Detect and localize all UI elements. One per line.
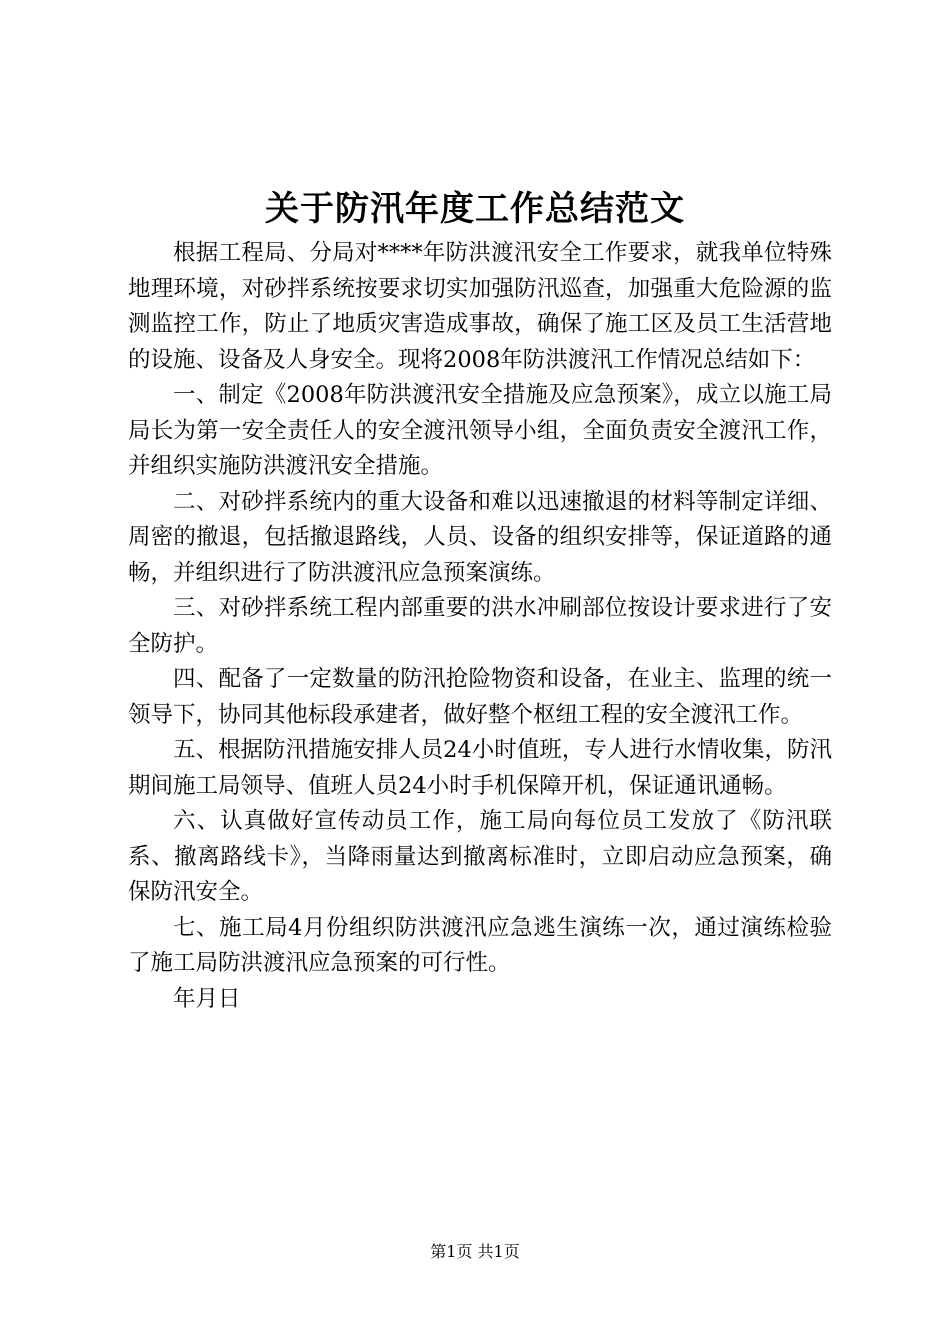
paragraph-intro: 根据工程局、分局对****年防洪渡汛安全工作要求，就我单位特殊地理环境，对砂拌系统按要求切实加强防汛巡查，加强重大危险源的监测监控工作，防止了地质灾害造成事故，确保了施工区及员工生活营地的设施、设备及人身安全。现将2008年防洪渡汛工作情况总结如下： <box>128 240 832 373</box>
paragraph-item-2: 二、对砂拌系统内的重大设备和难以迅速撤退的材料等制定详细、周密的撤退，包括撤退路线，人员、设备的组织安排等，保证道路的通畅，并组织进行了防洪渡汛应急预案演练。 <box>128 488 832 586</box>
paragraph-item-5: 五、根据防汛措施安排人员24小时值班，专人进行水情收集，防汛期间施工局领导、值班人员24小时手机保障开机，保证通讯通畅。 <box>128 737 832 799</box>
paragraph-item-6: 六、认真做好宣传动员工作，施工局向每位员工发放了《防汛联系、撤离路线卡》，当降雨量达到撤离标准时，立即启动应急预案，确保防汛安全。 <box>128 808 832 905</box>
paragraph-item-3: 三、对砂拌系统工程内部重要的洪水冲刷部位按设计要求进行了安全防护。 <box>128 595 832 657</box>
paragraph-item-4: 四、配备了一定数量的防汛抢险物资和设备，在业主、监理的统一领导下，协同其他标段承建者，做好整个枢纽工程的安全渡汛工作。 <box>128 666 832 728</box>
paragraph-item-1: 一、制定《2008年防洪渡汛安全措施及应急预案》，成立以施工局局长为第一安全责任人的安全渡汛领导小组，全面负责安全渡汛工作，并组织实施防洪渡汛安全措施。 <box>128 382 832 479</box>
document-title: 关于防汛年度工作总结范文 <box>265 189 685 229</box>
page-number-footer: 第1页 共1页 <box>430 1242 520 1261</box>
date-line: 年月日 <box>173 985 241 1012</box>
document-body <box>128 236 832 1017</box>
paragraph-item-7: 七、施工局4月份组织防洪渡汛应急逃生演练一次，通过演练检验了施工局防洪渡汛应急预案的可行性。 <box>128 914 832 976</box>
